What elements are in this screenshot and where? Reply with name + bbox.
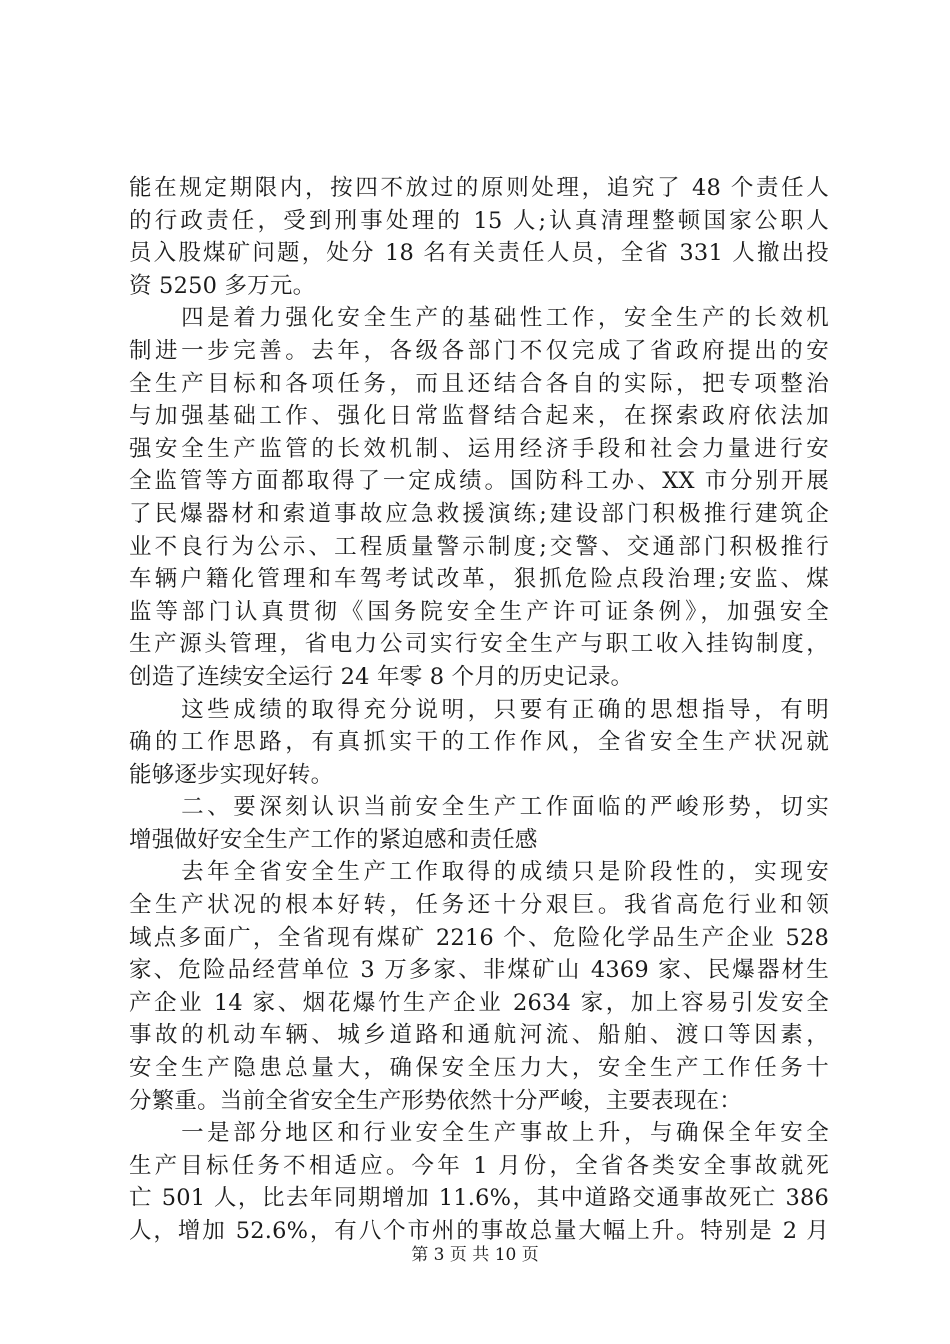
text-line: 业不良行为公示、工程质量警示制度;交警、交通部门积极推行 xyxy=(129,533,829,560)
text-line: 四是着力强化安全生产的基础性工作，安全生产的长效机 xyxy=(129,305,829,332)
text-line: 域点多面广，全省现有煤矿 2216 个、危险化学品生产企业 528 xyxy=(129,924,829,951)
text-line: 分繁重。当前全省安全生产形势依然十分严峻，主要表现在： xyxy=(129,1087,742,1114)
text-line: 强安全生产监管的长效机制、运用经济手段和社会力量进行安 xyxy=(129,435,829,462)
text-line: 全生产目标和各项任务，而且还结合各自的实际，把专项整治 xyxy=(129,370,829,397)
text-line: 的行政责任，受到刑事处理的 15 人;认真清理整顿国家公职人 xyxy=(129,207,829,234)
text-line: 了民爆器材和索道事故应急救援演练;建设部门积极推行建筑企 xyxy=(129,500,829,527)
text-line: 确的工作思路，有真抓实干的工作作风，全省安全生产状况就 xyxy=(129,729,829,756)
text-line: 生产目标任务不相适应。今年 1 月份，全省各类安全事故就死 xyxy=(129,1152,829,1179)
text-line: 能在规定期限内，按四不放过的原则处理，追究了 48 个责任人 xyxy=(129,175,829,201)
text-line: 安全生产隐患总量大，确保安全压力大，安全生产工作任务十 xyxy=(129,1055,829,1082)
text-line: 能够逐步实现好转。 xyxy=(129,761,334,788)
text-line: 全监管等方面都取得了一定成绩。国防科工办、XX 市分别开展 xyxy=(129,468,829,495)
text-line: 去年全省安全生产工作取得的成绩只是阶段性的，实现安 xyxy=(129,859,829,886)
text-line: 事故的机动车辆、城乡道路和通航河流、船舶、渡口等因素， xyxy=(129,1022,829,1049)
text-line: 员入股煤矿问题，处分 18 名有关责任人员，全省 331 人撤出投 xyxy=(129,240,829,267)
text-line: 创造了连续安全运行 24 年零 8 个月的历史记录。 xyxy=(129,663,634,690)
text-line: 资 5250 多万元。 xyxy=(129,272,316,299)
text-line: 一是部分地区和行业安全生产事故上升，与确保全年安全 xyxy=(129,1120,829,1147)
document-body xyxy=(129,172,829,1248)
text-line: 二、要深刻认识当前安全生产工作面临的严峻形势，切实 xyxy=(129,794,829,821)
text-line: 生产源头管理，省电力公司实行安全生产与职工收入挂钩制度， xyxy=(129,631,829,658)
text-line: 人，增加 52.6%，有八个市州的事故总量大幅上升。特别是 2 月 xyxy=(129,1218,829,1244)
page-footer: 第 3 页 共 10 页 xyxy=(411,1245,539,1265)
text-line: 这些成绩的取得充分说明，只要有正确的思想指导，有明 xyxy=(129,696,829,723)
text-line: 制进一步完善。去年，各级各部门不仅完成了省政府提出的安 xyxy=(129,337,829,364)
text-line: 与加强基础工作、强化日常监督结合起来，在探索政府依法加 xyxy=(129,403,829,430)
text-line: 亡 501 人，比去年同期增加 11.6%，其中道路交通事故死亡 386 xyxy=(129,1185,829,1212)
text-line: 家、危险品经营单位 3 万多家、非煤矿山 4369 家、民爆器材生 xyxy=(129,957,829,984)
text-line: 全生产状况的根本好转，任务还十分艰巨。我省高危行业和领 xyxy=(129,892,829,919)
text-line: 增强做好安全生产工作的紧迫感和责任感 xyxy=(129,826,538,853)
text-line: 产企业 14 家、烟花爆竹生产企业 2634 家，加上容易引发安全 xyxy=(129,989,829,1016)
text-line: 车辆户籍化管理和车驾考试改革，狠抓危险点段治理;安监、煤 xyxy=(129,566,829,593)
text-line: 监等部门认真贯彻《国务院安全生产许可证条例》，加强安全 xyxy=(129,598,829,625)
